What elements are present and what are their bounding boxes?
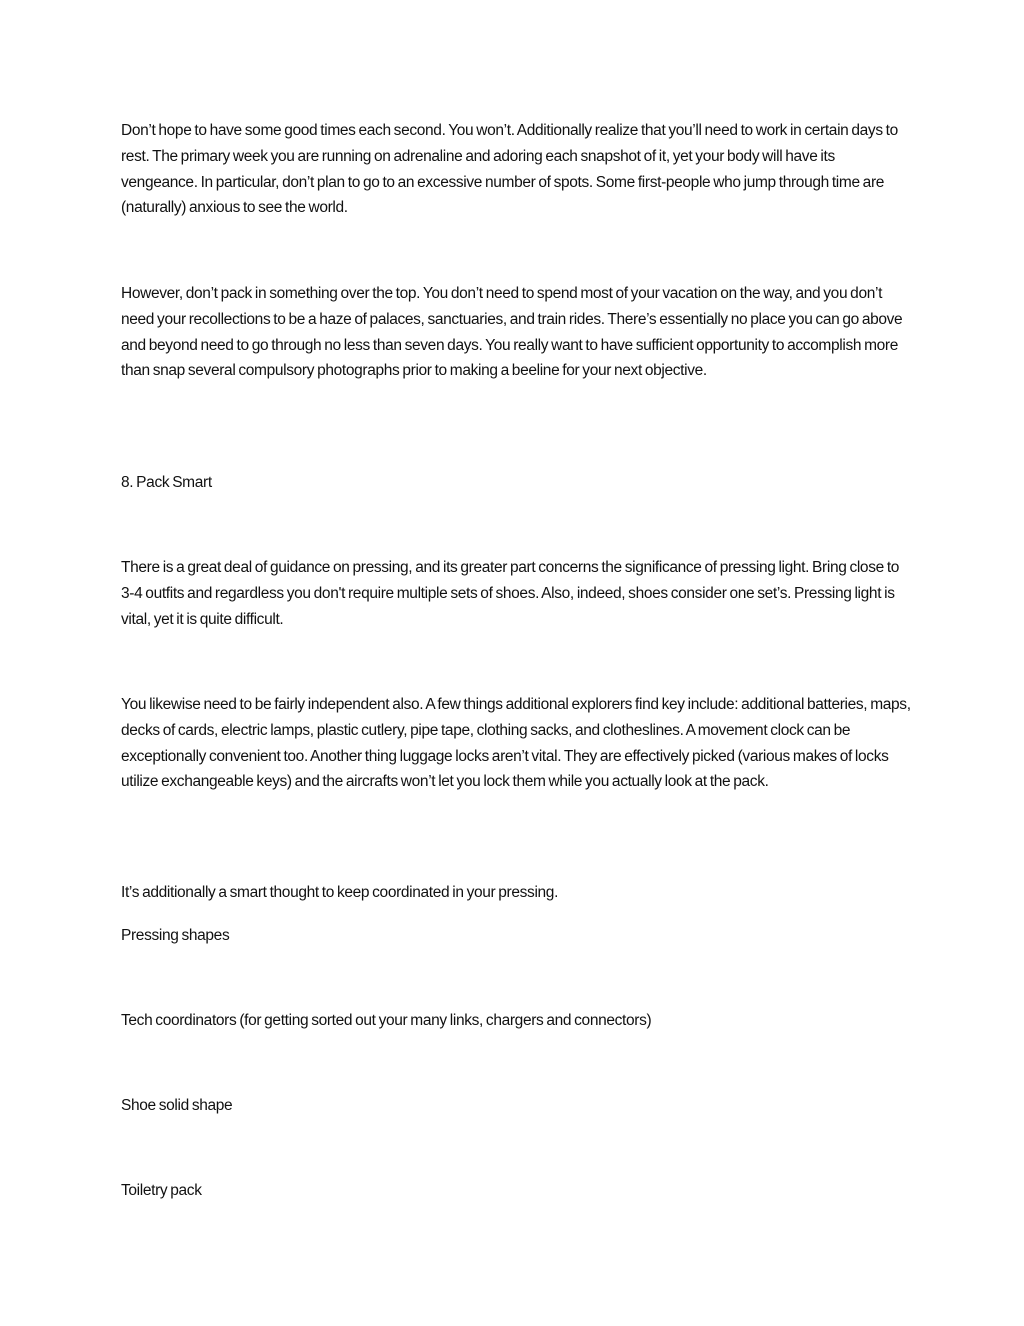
section-heading-pack-smart: 8. Pack Smart: [121, 474, 212, 491]
list-item-shoe-cube: Shoe solid shape: [121, 1097, 233, 1114]
paragraph-pack-light: There is a great deal of guidance on pressing, and its greater part concerns the significance of pressing light. Bring close to 3-4 outfits and regardless you don't require multiple sets of shoes. Also, indeed, shoes consider one set’s. Pressing light is vital, yet it is quite difficult.: [121, 559, 900, 628]
paragraph-rest-days: Don’t hope to have some good times each second. You won’t. Additionally realize that you’ll need to work in certain days to rest. The primary week you are running on adrenaline and adoring each snapshot of it, yet your body will have its vengeance. In particular, don’t plan to go to an excessive number of spots. Some first-people who jump through time are (naturally) anxious to see the world.: [121, 122, 898, 217]
list-item-tech-coordinators: Tech coordinators (for getting sorted out your many links, chargers and connectors): [121, 1012, 652, 1029]
list-item-toiletry-pack: Toiletry pack: [121, 1182, 202, 1199]
paragraph-keep-organized: It’s additionally a smart thought to keep coordinated in your pressing.: [121, 884, 559, 901]
list-item-pressing-shapes: Pressing shapes: [121, 927, 230, 944]
paragraph-independent-items: You likewise need to be fairly independent also. A few things additional explorers find key include: additional batteries, maps, decks of cards, electric lamps, plastic cutlery, pipe tape, clothing sacks, and clotheslines. A movement clock can be exceptionally convenient too. Another thing luggage locks aren’t vital. They are effectively picked (various makes of locks utilize exchangeable keys) and the aircrafts won’t let you lock them while you actually look at the pack.: [121, 696, 911, 791]
paragraph-dont-overpack-schedule: However, don’t pack in something over the top. You don’t need to spend most of your vacation on the way, and you don’t need your recollections to be a haze of palaces, sanctuaries, and train rides. There’s essentially no place you can go above and beyond need to go through no less than seven days. You really want to have sufficient opportunity to accomplish more than snap several compulsory photographs prior to making a beeline for your next objective.: [121, 285, 903, 380]
